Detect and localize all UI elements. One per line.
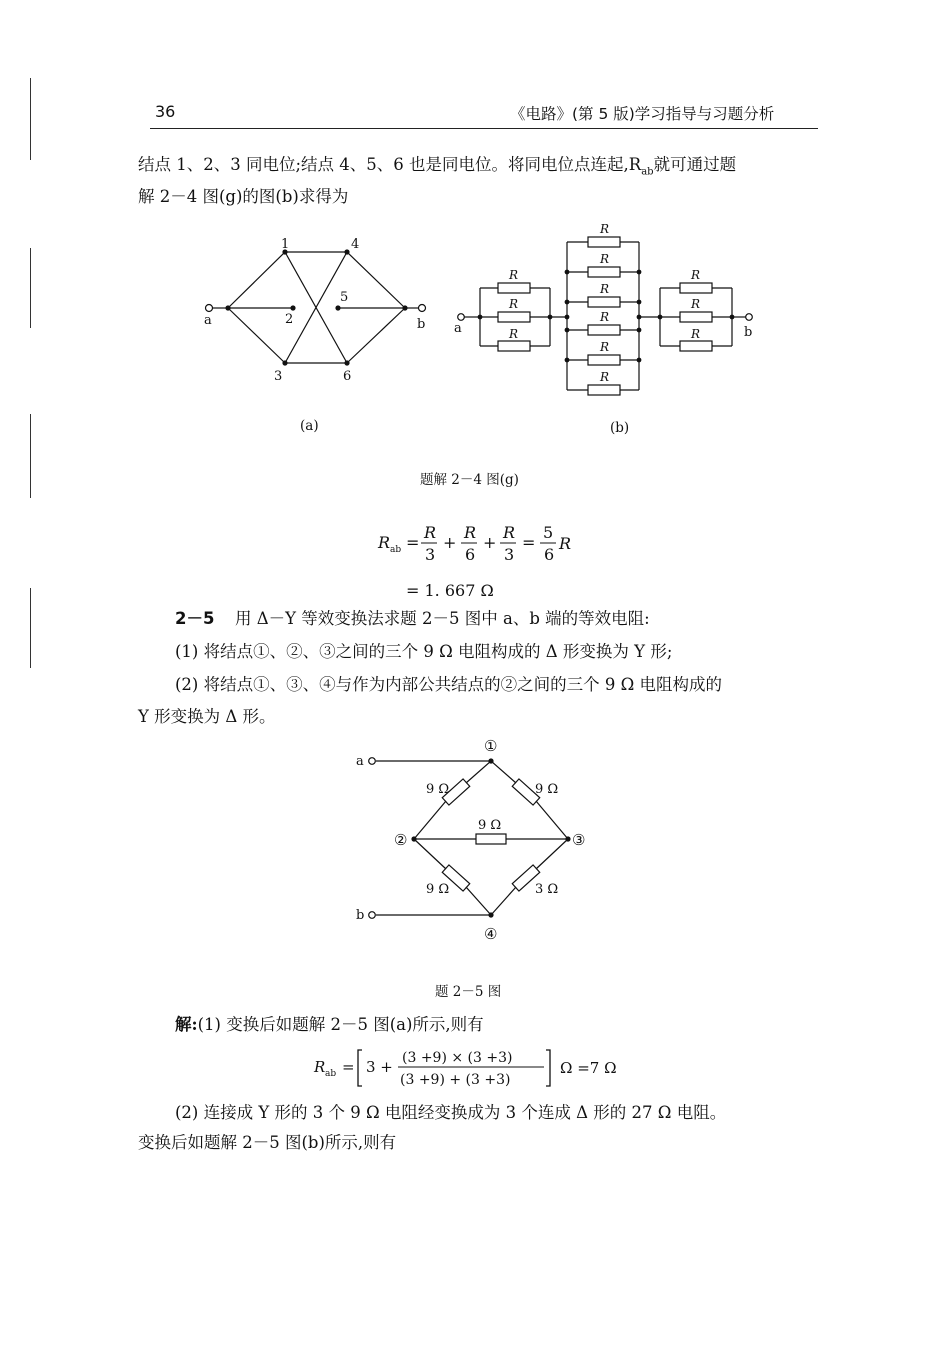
node-label-2: 2 xyxy=(285,312,294,327)
resistor-label: R xyxy=(509,268,519,282)
figure-g-caption: 题解 2－4 图(g) xyxy=(420,472,519,488)
resistor-label-r23: 9 Ω xyxy=(478,818,502,833)
eq2-tail: Ω =7 Ω xyxy=(560,1059,617,1077)
eq2-numerator: (3 +9) × (3 +3) xyxy=(402,1050,513,1066)
figure-g-a-network xyxy=(195,228,435,388)
fraction-denominator: 3 xyxy=(425,545,436,564)
node-2-label: ② xyxy=(394,831,408,849)
solution-part-2-line-2: 变换后如题解 2－5 图(b)所示,则有 xyxy=(138,1133,397,1152)
page-number: 36 xyxy=(155,102,176,121)
scan-edge-mark xyxy=(30,588,31,668)
node-3-label: ③ xyxy=(572,831,586,849)
fraction-denominator: 6 xyxy=(544,545,555,564)
node-label-6: 6 xyxy=(343,369,352,384)
resistor-label: R xyxy=(691,297,701,311)
fraction-numerator: R xyxy=(503,523,516,542)
node-1-label: ① xyxy=(484,737,498,755)
terminal-label-a: a xyxy=(204,313,212,328)
solution-label: 解: xyxy=(175,1015,198,1034)
intro-line-2: 解 2－4 图(g)的图(b)求得为 xyxy=(138,187,349,206)
eq-plus: + xyxy=(483,533,497,552)
resistor-label: R xyxy=(600,282,610,296)
equation-rab-2 xyxy=(310,1040,640,1100)
node-4-label: ④ xyxy=(484,925,498,943)
resistor-label: R xyxy=(600,340,610,354)
intro-line-1: 结点 1、2、3 同电位;结点 4、5、6 也是同电位。将同电位点连起$,R_{ab}$就可通过题 xyxy=(138,155,737,178)
figure-g-b-equivalent xyxy=(450,222,770,402)
problem-number: 2－5 xyxy=(175,609,215,628)
running-header-title: 《电路》(第 5 版)学习指导与习题分析 xyxy=(510,105,775,123)
problem-item-2-line-1: (2) 将结点①、③、④与作为内部公共结点的②之间的三个 9 Ω 电阻构成的 xyxy=(175,675,723,694)
resistor-label: R xyxy=(509,327,519,341)
node-label-1: 1 xyxy=(281,237,290,252)
resistor-label: R xyxy=(600,222,610,236)
figure-2-5-caption: 题 2－5 图 xyxy=(435,984,502,1000)
node-label-3: 3 xyxy=(274,369,283,384)
eq-result: = 1. 667 Ω xyxy=(406,581,494,600)
fraction-denominator: 6 xyxy=(465,545,476,564)
solution-part-1 xyxy=(175,1010,484,1040)
solution-part-2-line-1: (2) 连接成 Y 形的 3 个 9 Ω 电阻经变换成为 3 个连成 Δ 形的 27 Ω 电阻。 xyxy=(175,1103,727,1122)
figure-2-5-bridge-circuit xyxy=(350,735,610,945)
eq2-denominator: (3 +9) + (3 +3) xyxy=(400,1072,511,1088)
header-rule xyxy=(150,128,818,129)
terminal-label-b: b xyxy=(356,908,365,923)
resistor-label-r24: 9 Ω xyxy=(426,882,450,897)
equation-rab xyxy=(372,518,612,608)
eq-tail: R xyxy=(559,534,572,553)
eq2-lhs-sub: ab xyxy=(325,1069,337,1079)
resistor-label: R xyxy=(691,268,701,282)
node-label-4: 4 xyxy=(351,237,360,252)
eq-lhs-sub: ab xyxy=(390,545,402,555)
fraction-numerator: 5 xyxy=(543,523,554,542)
problem-item-2-line-2: Y 形变换为 Δ 形。 xyxy=(138,707,276,726)
eq2-equals: = xyxy=(342,1058,355,1076)
eq2-lhs: R xyxy=(314,1058,326,1076)
eq2-three-plus: 3 + xyxy=(366,1058,393,1076)
resistor-label-r12: 9 Ω xyxy=(426,782,450,797)
terminal-label-b: b xyxy=(744,325,753,340)
resistor-label-r13: 9 Ω xyxy=(535,782,559,797)
resistor-label: R xyxy=(509,297,519,311)
scan-edge-mark xyxy=(30,414,31,498)
fraction-denominator: 3 xyxy=(504,545,515,564)
subfigure-label-a: (a) xyxy=(300,418,319,434)
scan-edge-mark xyxy=(30,78,31,160)
subfigure-label-b: (b) xyxy=(610,420,630,436)
resistor-label: R xyxy=(691,327,701,341)
eq-equals: = xyxy=(406,533,420,552)
resistor-label: R xyxy=(600,252,610,266)
problem-item-1: (1) 将结点①、②、③之间的三个 9 Ω 电阻构成的 Δ 形变换为 Y 形; xyxy=(175,642,673,661)
terminal-label-a: a xyxy=(454,321,462,336)
fraction-numerator: R xyxy=(464,523,477,542)
eq-equals: = xyxy=(522,533,536,552)
solution-part-1-text: (1) 变换后如题解 2－5 图(a)所示,则有 xyxy=(197,1015,484,1034)
node-label-5: 5 xyxy=(340,290,349,305)
fraction-numerator: R xyxy=(424,523,437,542)
problem-statement xyxy=(175,604,650,634)
resistor-label: R xyxy=(600,310,610,324)
intro-subscript: ab xyxy=(641,166,654,178)
problem-text: 用 Δ－Y 等效变换法求题 2－5 图中 a、b 端的等效电阻: xyxy=(234,609,650,628)
terminal-label-b: b xyxy=(417,317,426,332)
resistor-label-r34: 3 Ω xyxy=(535,882,559,897)
resistor-label: R xyxy=(600,370,610,384)
eq-lhs: R xyxy=(378,533,391,552)
eq-plus: + xyxy=(443,533,457,552)
terminal-label-a: a xyxy=(356,754,364,769)
scan-edge-mark xyxy=(30,248,31,328)
